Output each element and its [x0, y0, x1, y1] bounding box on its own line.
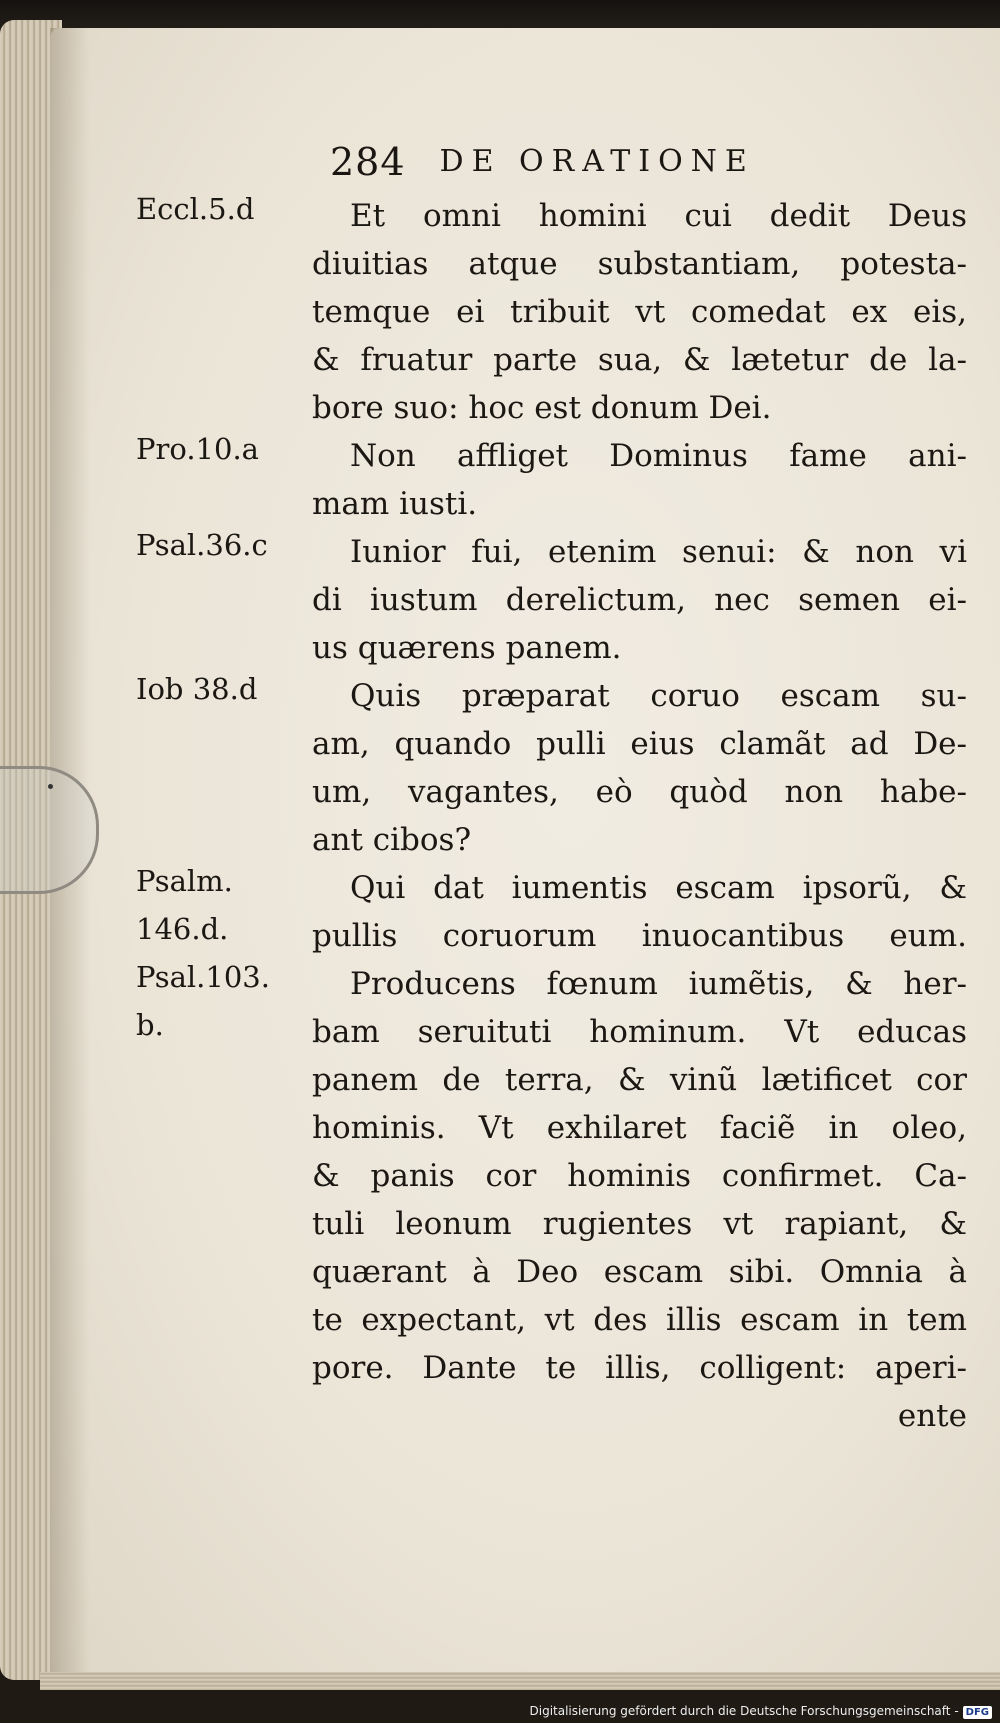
credit-text: Digitalisierung gefördert durch die Deutsche Forschungsgemeinschaft -: [529, 1704, 959, 1718]
text-line: & panis cor hominis confirmet. Ca-: [312, 1158, 967, 1194]
text-line: te expectant, vt des illis escam in tem: [312, 1302, 967, 1338]
text-line: Non affliget Dominus fame ani-: [350, 438, 967, 474]
margin-note-iob: Iob 38.d: [136, 672, 258, 706]
text-line: us quærens panem.: [312, 630, 622, 666]
margin-note-pro: Pro.10.a: [136, 432, 259, 466]
text-line: Iunior fui, etenim senui: & non vi: [350, 534, 967, 570]
catchword: ente: [897, 1398, 967, 1434]
margin-note-psal103: Psal.103.: [136, 960, 270, 994]
running-head: DE ORATIONE: [439, 144, 755, 179]
text-line: Quis præparat coruo escam su-: [350, 678, 967, 714]
body-text: [312, 192, 967, 1440]
text-line: diuitias atque substantiam, potesta-: [312, 246, 967, 282]
page-number: 284: [330, 140, 406, 184]
text-line: pore. Dante te illis, colligent: aperi-: [312, 1350, 967, 1386]
text-line: Et omni homini cui dedit Deus: [350, 198, 967, 234]
text-line: am, quando pulli eius clamãt ad De-: [312, 726, 967, 762]
text-line: panem de terra, & vinũ lætificet cor: [312, 1062, 967, 1098]
digitization-credit: [530, 1704, 993, 1719]
text-line: temque ei tribuit vt comedat ex eis,: [312, 294, 967, 330]
text-line: di iustum derelictum, nec semen ei-: [312, 582, 967, 618]
text-line: ant cibos?: [312, 822, 472, 858]
margin-note-b: b.: [136, 1008, 164, 1042]
text-line: bam seruituti hominum. Vt educas: [312, 1014, 967, 1050]
clip-mark: [48, 784, 53, 789]
text-line: mam iusti.: [312, 486, 478, 522]
text-line: um, vagantes, eò quòd non habe-: [312, 774, 967, 810]
text-line: Qui dat iumentis escam ipsorũ, &: [350, 870, 967, 906]
text-line: bore suo: hoc est donum Dei.: [312, 390, 772, 426]
margin-note-psal36: Psal.36.c: [136, 528, 268, 562]
dfg-logo: DFG: [963, 1706, 992, 1719]
text-line: & fruatur parte sua, & lætetur de la-: [312, 342, 967, 378]
text-line: hominis. Vt exhilaret faciẽ in oleo,: [312, 1110, 967, 1146]
text-line: Producens fœnum iumẽtis, & her-: [350, 966, 967, 1002]
page-header: [330, 140, 755, 184]
text-line: quærant à Deo escam sibi. Omnia à: [312, 1254, 967, 1290]
margin-note-eccl: Eccl.5.d: [136, 192, 255, 226]
book-bottom-edge: [40, 1672, 1000, 1690]
text-line: tuli leonum rugientes vt rapiant, &: [312, 1206, 967, 1242]
margin-note-psalm: Psalm.: [136, 864, 233, 898]
margin-note-146: 146.d.: [136, 912, 229, 946]
text-line: pullis coruorum inuocantibus eum.: [312, 918, 967, 954]
